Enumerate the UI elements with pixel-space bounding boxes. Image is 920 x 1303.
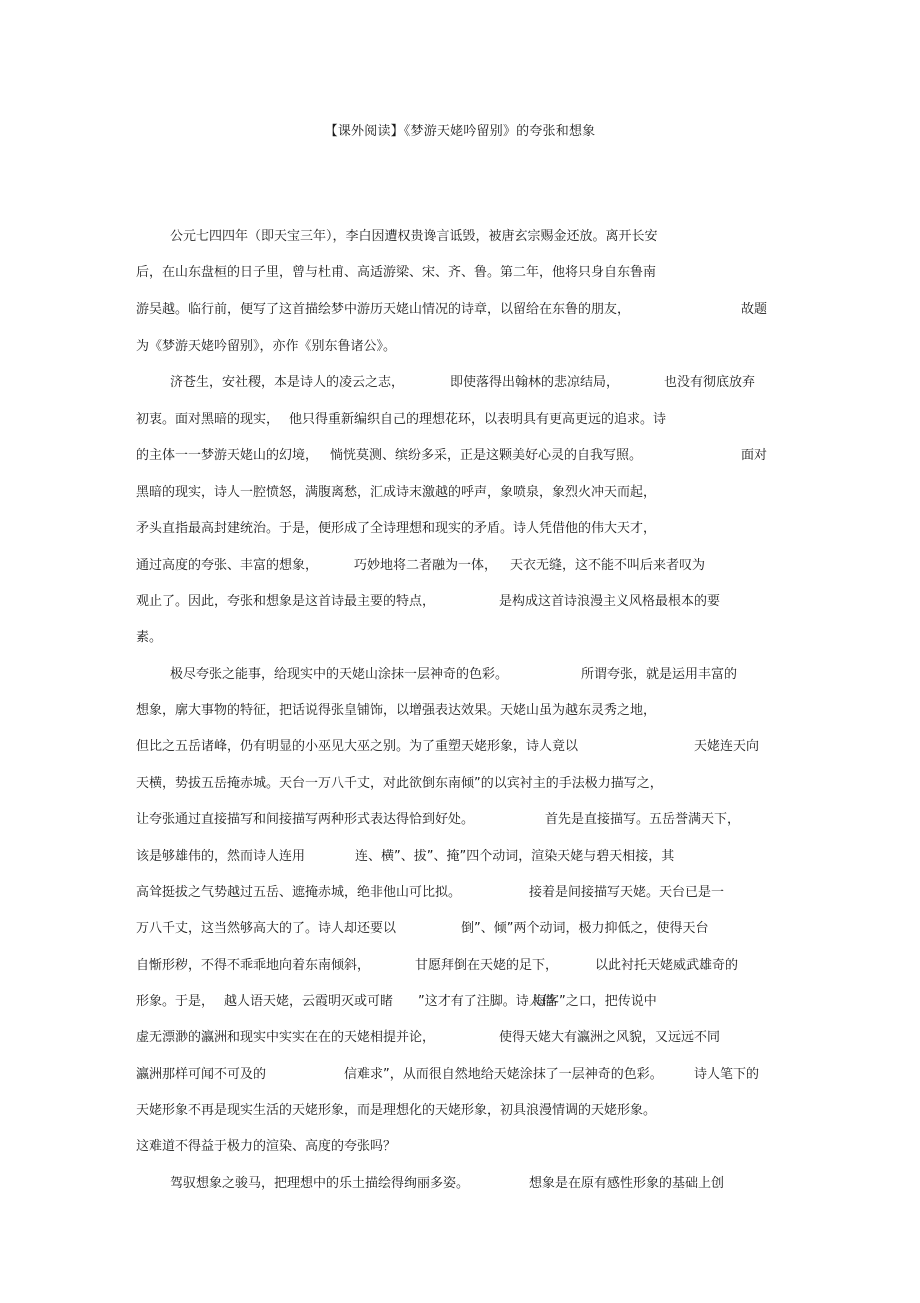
text-line-segment: 为《梦游天姥吟留别》，亦作《别东鲁诸公》。 [136,339,397,354]
text-line-segment: 巧妙地将二者融为一体， [354,558,498,573]
text-line-segment: 倒”、倾”两个动词，极力抑低之，使得天台 [461,921,709,936]
text-line-segment: 自惭形秽，不得不乖乖地向着东南倾斜， [136,958,371,973]
text-line-segment: 瀛洲那样可闻不可及的 [136,1067,267,1082]
text-line-segment: 观止了。因此，夸张和想象是这首诗最主要的特点， [136,594,436,609]
text-line-segment: 虚无漂渺的瀛洲和现实中实实在在的天姥相提并论， [136,1030,436,1045]
text-line-segment: 游吴越。临行前，便写了这首描绘梦中游历天姥山情况的诗章，以留给在东鲁的朋友， [136,302,631,317]
text-line-segment: 黑暗的现实，诗人一腔愤怒，满腹离愁，汇成诗末激越的呼声，象喷泉，象烈火冲天而起， [136,485,657,500]
text-line-segment: 后，在山东盘桓的日子里，曾与杜甫、高适游梁、宋、齐、鲁。第二年，他将只身自东鲁南 [136,265,657,280]
text-line-segment: 公元七四四年（即天宝三年），李白因遭权贵谗言诋毁，被唐玄宗赐金还放。离开长安 [170,229,658,244]
text-line-segment: 初衷。面对黑暗的现实， [136,412,280,427]
text-line-segment: 但比之五岳诸峰，仍有明显的小巫见大巫之别。为了重塑天姥形象，诗人竟以 [136,739,579,754]
text-line-segment: 信难求”，从而很自然地给天姥涂抹了一层神奇的色彩。 [344,1067,663,1082]
text-line-segment: 他只得重新编织自己的理想花环，以表明具有更高更远的追求。诗 [289,412,667,427]
text-line-segment: 故题 [741,302,768,317]
text-line-segment: 让夸张通过直接描写和间接描写两种形式表达得恰到好处。 [136,812,475,827]
text-line-segment: ”这才有了注脚。诗人借 [418,994,555,1009]
text-line-segment: 面对 [741,448,768,463]
text-line-segment: 驾驭想象之骏马，把理想中的乐土描绘得绚丽多姿。 [170,1176,470,1191]
text-line-segment: 接着是间接描写天姥。天台已是一 [529,885,725,900]
text-line-segment: 想象，廓大事物的特征，把话说得张皇铺饰，以增强表达效果。天姥山虽为越东灵秀之地， [136,703,657,718]
text-line-segment: 矛头直指最高封建统治。于是，便形成了全诗理想和现实的矛盾。诗人凭借他的伟大天才， [136,521,657,536]
text-line-segment: 该是够雄伟的，然而诗人连用 [136,849,306,864]
text-line-segment: 使得天姥大有瀛洲之风貌，又远远不同 [499,1030,721,1045]
text-line-segment: 济苍生，安社稷，本是诗人的凌云之志， [170,375,405,390]
text-line-segment: 甘愿拜倒在天姥的足下， [415,958,559,973]
text-line-segment: 海客”之口，把传说中 [533,994,657,1009]
text-line-segment: 惝恍莫测、缤纷多采，正是这颗美好心灵的自我写照。 [330,448,643,463]
page-title: 【课外阅读】《梦游天姥吟留别》的夸张和想象 [324,124,596,139]
text-line-segment: 以此衬托天姥威武雄奇的 [595,958,739,973]
text-line-segment: 即使落得出翰林的悲凉结局， [450,375,620,390]
text-line-segment: 的主体一一梦游天姥山的幻境， [136,448,319,463]
text-line-segment: 天姥形象不再是现实生活的天姥形象，而是理想化的天姥形象，初具浪漫情调的天姥形象。 [136,1103,657,1118]
text-line-segment: 是构成这首诗浪漫主义风格最根本的要 [499,594,721,609]
text-line-segment: 形象。于是， [136,994,215,1009]
text-line-segment: 这难道不得益于极力的渲染、高度的夸张吗？ [136,1139,397,1154]
text-line-segment: 诗人笔下的 [694,1067,760,1082]
text-line-segment: 想象是在原有感性形象的基础上创 [529,1176,725,1191]
text-line-segment: 越人语天姥，云霞明灭或可睹 [224,994,394,1009]
text-line-segment: 通过高度的夸张、丰富的想象， [136,558,319,573]
text-line-segment: 天衣无缝，这不能不叫后来者叹为 [510,558,706,573]
text-line-segment: 万八千丈，这当然够高大的了。诗人却还要以 [136,921,397,936]
text-line-segment: 连、横”、拔”、掩”四个动词，渲染天姥与碧天相接，其 [355,849,675,864]
text-line-segment: 所谓夸张，就是运用丰富的 [581,667,738,682]
text-line-segment: 天姥连天向 [694,739,760,754]
text-line-segment: 素。 [136,630,163,645]
text-line-segment: 天横，势拔五岳掩赤城。天台一万八千丈，对此欲倒东南倾”的以宾衬主的手法极力描写之， [136,776,663,791]
text-line-segment: 首先是直接描写。五岳誉满天下， [545,812,741,827]
text-line-segment: 也没有彻底放弃 [664,375,756,390]
text-line-segment: 极尽夸张之能事，给现实中的天姥山涂抹一层神奇的色彩。 [170,667,509,682]
text-line-segment: 高耸挺拔之气势越过五岳、遮掩赤城，绝非他山可比拟。 [136,885,462,900]
